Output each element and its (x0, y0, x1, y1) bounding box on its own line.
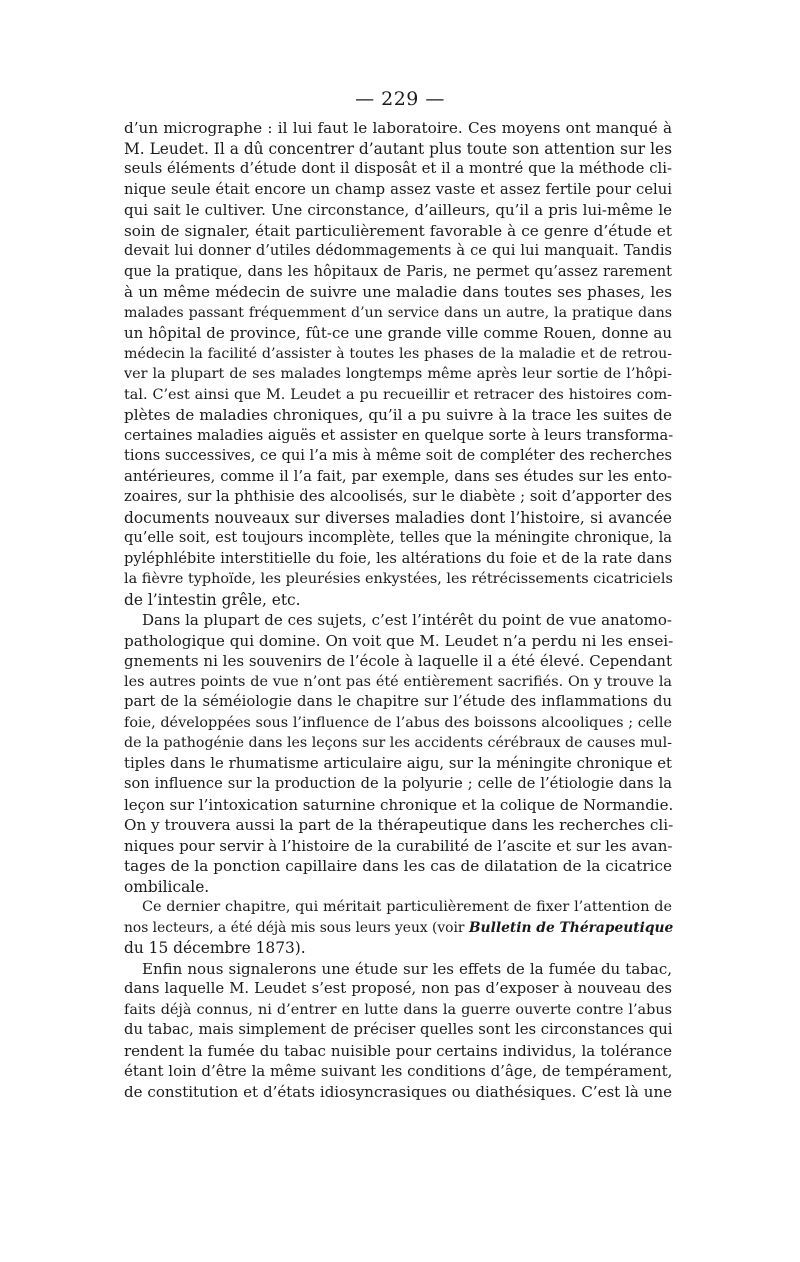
text-line: un hôpital de province, fût-ce une grande ville comme Rouen, donne au (124, 324, 672, 342)
text-line: rendent la fumée du tabac nuisible pour certains individus, la tolérance (124, 1041, 672, 1060)
page-number: — 229 — (355, 88, 445, 110)
text-line-segment: nos lecteurs, a été déjà mis sous leurs yeux (voir (124, 919, 469, 936)
text-line: Ce dernier chapitre, qui méritait particulièrement de fixer l’attention de (142, 899, 672, 915)
text-line: gnements ni les souvenirs de l’école à laquelle il a été élevé. Cependant (124, 652, 672, 670)
text-line: médecin la facilité d’assister à toutes les phases de la maladie et de retrou- (124, 345, 672, 362)
text-line: pyléphlébite interstitielle du foie, les altérations du foie et de la rate dans (124, 549, 672, 567)
text-line: Dans la plupart de ces sujets, c’est l’intérêt du point de vue anatomo- (142, 611, 672, 629)
text-line: soin de signaler, était particulièrement favorable à ce genre d’étude et (124, 221, 672, 240)
text-line: son influence sur la production de la polyurie ; celle de l’étiologie dans la (124, 775, 672, 792)
text-line: seuls éléments d’étude dont il disposât et il a montré que la méthode cli- (124, 160, 672, 177)
text-line: plètes de maladies chroniques, qu’il a pu suivre à la trace les suites de (124, 406, 672, 424)
text-line: dans laquelle M. Leudet s’est proposé, non pas d’exposer à nouveau des (124, 980, 672, 997)
text-line: les autres points de vue n’ont pas été entièrement sacrifiés. On y trouve la (124, 673, 672, 690)
text-line: du tabac, mais simplement de préciser quelles sont les circonstances qui (124, 1021, 673, 1038)
text-line: qu’elle soit, est toujours incomplète, telles que la méningite chronique, la (124, 529, 672, 546)
text-line: que la pratique, dans les hôpitaux de Paris, ne permet qu’assez rarement (124, 262, 672, 280)
text-line: de constitution et d’états idiosyncrasiques ou diathésiques. C’est là une (124, 1082, 672, 1101)
text-line: leçon sur l’intoxication saturnine chronique et la colique de Normandie. (124, 795, 674, 814)
text-line: antérieures, comme il l’a fait, par exemple, dans ses études sur les ento- (124, 467, 672, 485)
journal-reference: Bulletin de Thérapeutique (468, 919, 674, 936)
text-line: M. Leudet. Il a dû concentrer d’autant plus toute son attention sur les (124, 139, 672, 158)
text-line: tions successives, ce qui l’a mis à même soit de compléter des recherches (124, 447, 672, 464)
text-line: tal. C’est ainsi que M. Leudet a pu recueillir et retracer des histoires com- (124, 386, 672, 403)
text-line: tages de la ponction capillaire dans les cas de dilatation de la cicatrice (124, 857, 672, 875)
paragraph-1 (124, 118, 672, 610)
text-line: nique seule était encore un champ assez vaste et assez fertile pour celui (124, 180, 672, 198)
text-line: devait lui donner d’utiles dédommagements à ce qui lui manquait. Tandis (124, 242, 672, 259)
text-line: du 15 décembre 1873). (124, 939, 306, 957)
text-line: part de la séméiologie dans le chapitre sur l’étude des inflammations du (124, 693, 672, 710)
body-text (124, 118, 672, 1102)
paragraph-4 (124, 959, 672, 1103)
paragraph-3 (124, 897, 672, 959)
text-line (124, 918, 672, 939)
text-line: de l’intestin grêle, etc. (124, 590, 301, 609)
text-line: étant loin d’être la même suivant les conditions d’âge, de tempérament, (124, 1062, 673, 1080)
text-line: certaines maladies aiguës et assister en quelque sorte à leurs transforma- (124, 426, 674, 444)
text-line: documents nouveaux sur diverses maladies dont l’histoire, si avancée (124, 508, 672, 527)
paragraph-2 (124, 610, 672, 897)
text-line: ver la plupart de ses malades longtemps même après leur sortie de l’hôpi- (124, 366, 672, 382)
text-line: d’un micrographe : il lui faut le laboratoire. Ces moyens ont manqué à (124, 119, 672, 137)
text-line: la fièvre typhoïde, les pleurésies enkystées, les rétrécissements cicatriciels (124, 571, 673, 587)
text-line: tiples dans le rhumatisme articulaire aigu, sur la méningite chronique et (124, 754, 672, 772)
text-line: pathologique qui domine. On voit que M. Leudet n’a perdu ni les ensei- (124, 631, 674, 650)
text-line: à un même médecin de suivre une maladie dans toutes ses phases, les (124, 283, 672, 301)
text-line: faits déjà connus, ni d’entrer en lutte dans la guerre ouverte contre l’abus (124, 1001, 672, 1018)
text-line: de la pathogénie dans les leçons sur les accidents cérébraux de causes mul- (124, 735, 672, 751)
text-line: zoaires, sur la phthisie des alcoolisés, sur le diabète ; soit d’apporter des (124, 488, 672, 505)
text-line: qui sait le cultiver. Une circonstance, d’ailleurs, qu’il a pris lui-même le (124, 201, 672, 219)
text-line: Enfin nous signalerons une étude sur les effets de la fumée du tabac, (142, 959, 672, 978)
text-line: On y trouvera aussi la part de la thérapeutique dans les recherches cli- (124, 816, 674, 834)
text-line: niques pour servir à l’histoire de la curabilité de l’ascite et sur les avan- (124, 836, 673, 855)
text-line: ombilicale. (124, 877, 210, 896)
text-line: malades passant fréquemment d’un service dans un autre, la pratique dans (124, 304, 672, 321)
text-line: foie, développées sous l’influence de l’abus des boissons alcooliques ; celle (124, 714, 672, 731)
